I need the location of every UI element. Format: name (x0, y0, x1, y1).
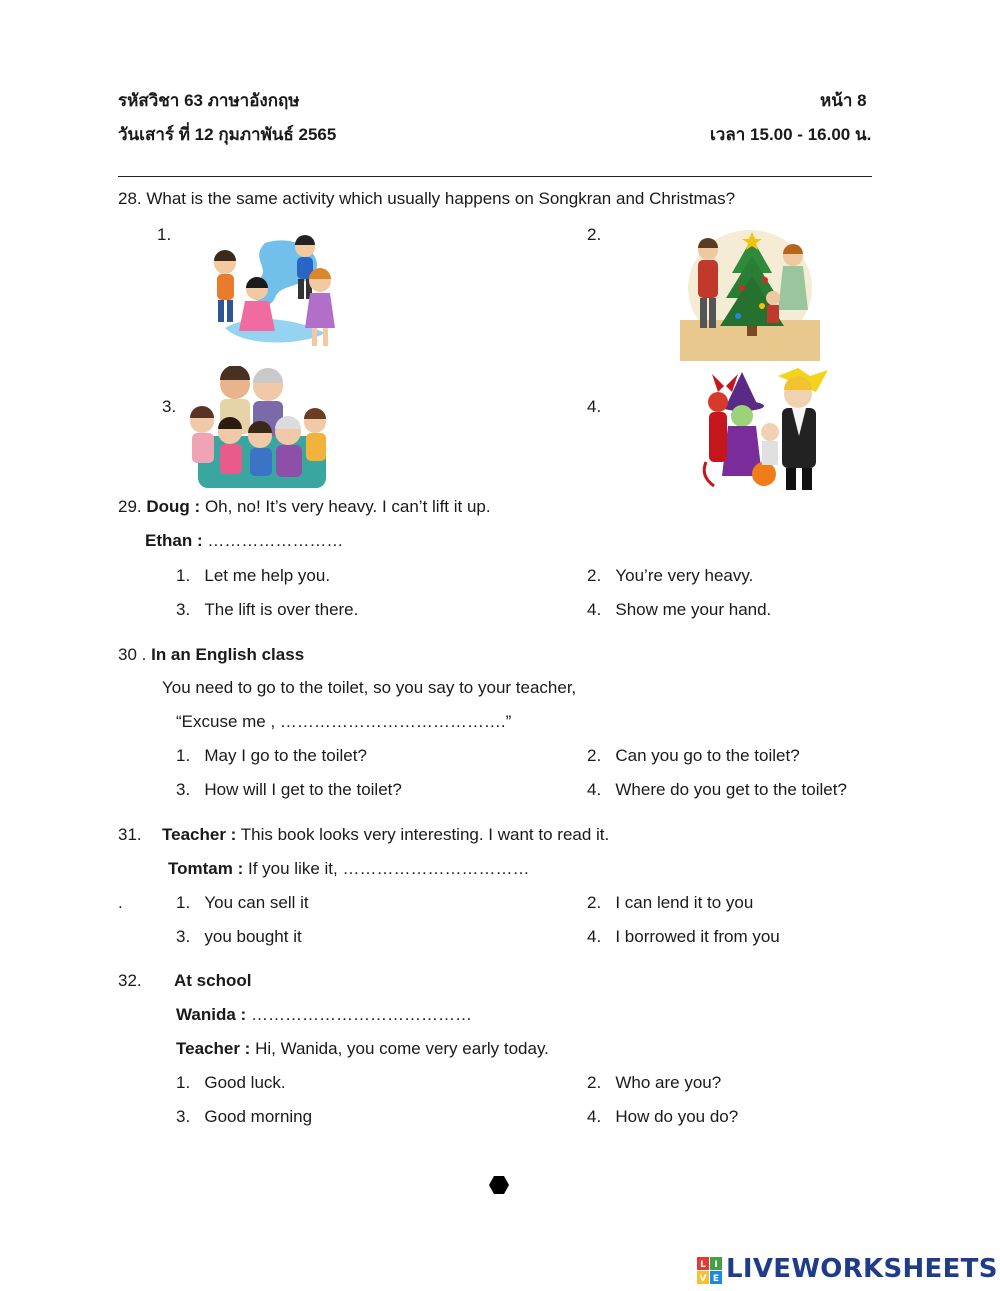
option-text: Good morning (204, 1107, 313, 1126)
option-number: 2. (587, 746, 602, 765)
q30-option-3[interactable] (176, 780, 402, 800)
q31-speaker-teacher: Teacher : (162, 825, 237, 844)
q31-tomtam-line: If you like it, …………………………… (247, 859, 530, 878)
q32-number: 32. (118, 971, 142, 990)
q29-speaker-ethan: Ethan : (145, 531, 203, 550)
option-text: you bought it (204, 927, 302, 946)
option-text: Show me your hand. (615, 600, 772, 619)
children-water-splashing-image[interactable] (205, 233, 345, 355)
option-number: 3. (176, 927, 191, 946)
q30-title: In an English class (151, 645, 305, 664)
exam-time: เวลา 15.00 - 16.00 น. (710, 125, 872, 144)
q29-line-2 (145, 531, 343, 551)
option-text: May I go to the toilet? (204, 746, 367, 765)
q31-option-3[interactable] (176, 927, 302, 947)
exam-date: วันเสาร์ ที่ 12 กุมภาพันธ์ 2565 (118, 125, 337, 144)
q28-option-1-number: 1. (157, 225, 172, 244)
q32-line-1 (176, 1005, 472, 1025)
option-text: Where do you get to the toilet? (615, 780, 847, 799)
q28-option-2-number: 2. (587, 225, 602, 244)
option-text: How will I get to the toilet? (204, 780, 402, 799)
halloween-party-image[interactable] (698, 366, 843, 494)
q30-line-2: “Excuse me , ………………………………….” (176, 712, 512, 731)
q30-number: 30 . (118, 645, 147, 664)
q32-speaker-teacher: Teacher : (176, 1039, 251, 1058)
q32-teacher-line: Hi, Wanida, you come very early today. (255, 1039, 549, 1058)
q32-option-1[interactable] (176, 1073, 286, 1093)
q31-option-1[interactable] (176, 893, 309, 913)
q32-option-3[interactable] (176, 1107, 312, 1127)
option-number: 4. (587, 927, 602, 946)
header-divider (118, 176, 872, 177)
option-number: 4. (587, 1107, 602, 1126)
q29-speaker-doug: Doug : (146, 497, 201, 516)
option-text: Can you go to the toilet? (615, 746, 800, 765)
option-number: 1. (176, 746, 191, 765)
q29-option-2[interactable] (587, 566, 753, 586)
q28-question: 28. What is the same activity which usually happens on Songkran and Christmas? (118, 189, 736, 208)
q31-stray-dot: . (118, 893, 123, 912)
q30-option-2[interactable] (587, 746, 800, 766)
q28-option-4-number: 4. (587, 397, 602, 416)
option-number: 2. (587, 1073, 602, 1092)
hexagon-icon (488, 1175, 510, 1195)
q31-teacher-line: This book looks very interesting. I want to read it. (240, 825, 610, 844)
option-number: 4. (587, 600, 602, 619)
option-text: I can lend it to you (615, 893, 754, 912)
q32-option-4[interactable] (587, 1107, 738, 1127)
q30-option-4[interactable] (587, 780, 847, 800)
option-text: You can sell it (204, 893, 309, 912)
option-number: 1. (176, 1073, 191, 1092)
q31-line-2 (168, 859, 529, 879)
option-number: 3. (176, 1107, 191, 1126)
logo-letter: I (714, 1260, 718, 1270)
liveworksheets-logo-icon (697, 1257, 723, 1285)
q29-blank: …………………… (207, 531, 344, 550)
q32-speaker-wanida: Wanida : (176, 1005, 247, 1024)
q29-option-4[interactable] (587, 600, 771, 620)
liveworksheets-logo-text[interactable]: LIVEWORKSHEETS (726, 1254, 998, 1284)
option-text: I borrowed it from you (615, 927, 780, 946)
q29-option-1[interactable] (176, 566, 330, 586)
page-number: หน้า 8 (820, 91, 867, 110)
q32-blank: ………………………………… (250, 1005, 472, 1024)
q30-line-1: You need to go to the toilet, so you say to your teacher, (162, 678, 577, 697)
q30-option-1[interactable] (176, 746, 367, 766)
q32-line-2 (176, 1039, 549, 1059)
option-text: You’re very heavy. (615, 566, 754, 585)
option-text: Let me help you. (204, 566, 331, 585)
option-text: How do you do? (615, 1107, 739, 1126)
q29-option-3[interactable] (176, 600, 358, 620)
q30-title-line (118, 645, 304, 665)
q31-option-4[interactable] (587, 927, 780, 947)
option-number: 2. (587, 566, 602, 585)
q31-line-1 (162, 825, 609, 845)
option-text: The lift is over there. (204, 600, 359, 619)
q29-line-1 (118, 497, 491, 517)
q31-option-2[interactable] (587, 893, 753, 913)
option-number: 4. (587, 780, 602, 799)
option-number: 1. (176, 893, 191, 912)
family-portrait-image[interactable] (180, 366, 335, 488)
q31-number: 31. (118, 825, 142, 844)
q32-title: At school (174, 971, 252, 990)
option-number: 2. (587, 893, 602, 912)
q28-option-3-number: 3. (162, 397, 177, 416)
logo-letter: E (712, 1274, 720, 1284)
option-text: Good luck. (204, 1073, 286, 1092)
option-number: 1. (176, 566, 191, 585)
logo-letter: L (700, 1260, 706, 1270)
q29-number: 29. (118, 497, 142, 516)
option-number: 3. (176, 600, 191, 619)
logo-letter: V (699, 1274, 707, 1284)
q31-speaker-tomtam: Tomtam : (168, 859, 244, 878)
q32-option-2[interactable] (587, 1073, 721, 1093)
subject-code: รหัสวิชา 63 ภาษาอังกฤษ (118, 91, 300, 110)
option-text: Who are you? (615, 1073, 722, 1092)
q29-doug-line: Oh, no! It’s very heavy. I can’t lift it up. (204, 497, 491, 516)
family-christmas-tree-image[interactable] (680, 228, 820, 361)
option-number: 3. (176, 780, 191, 799)
